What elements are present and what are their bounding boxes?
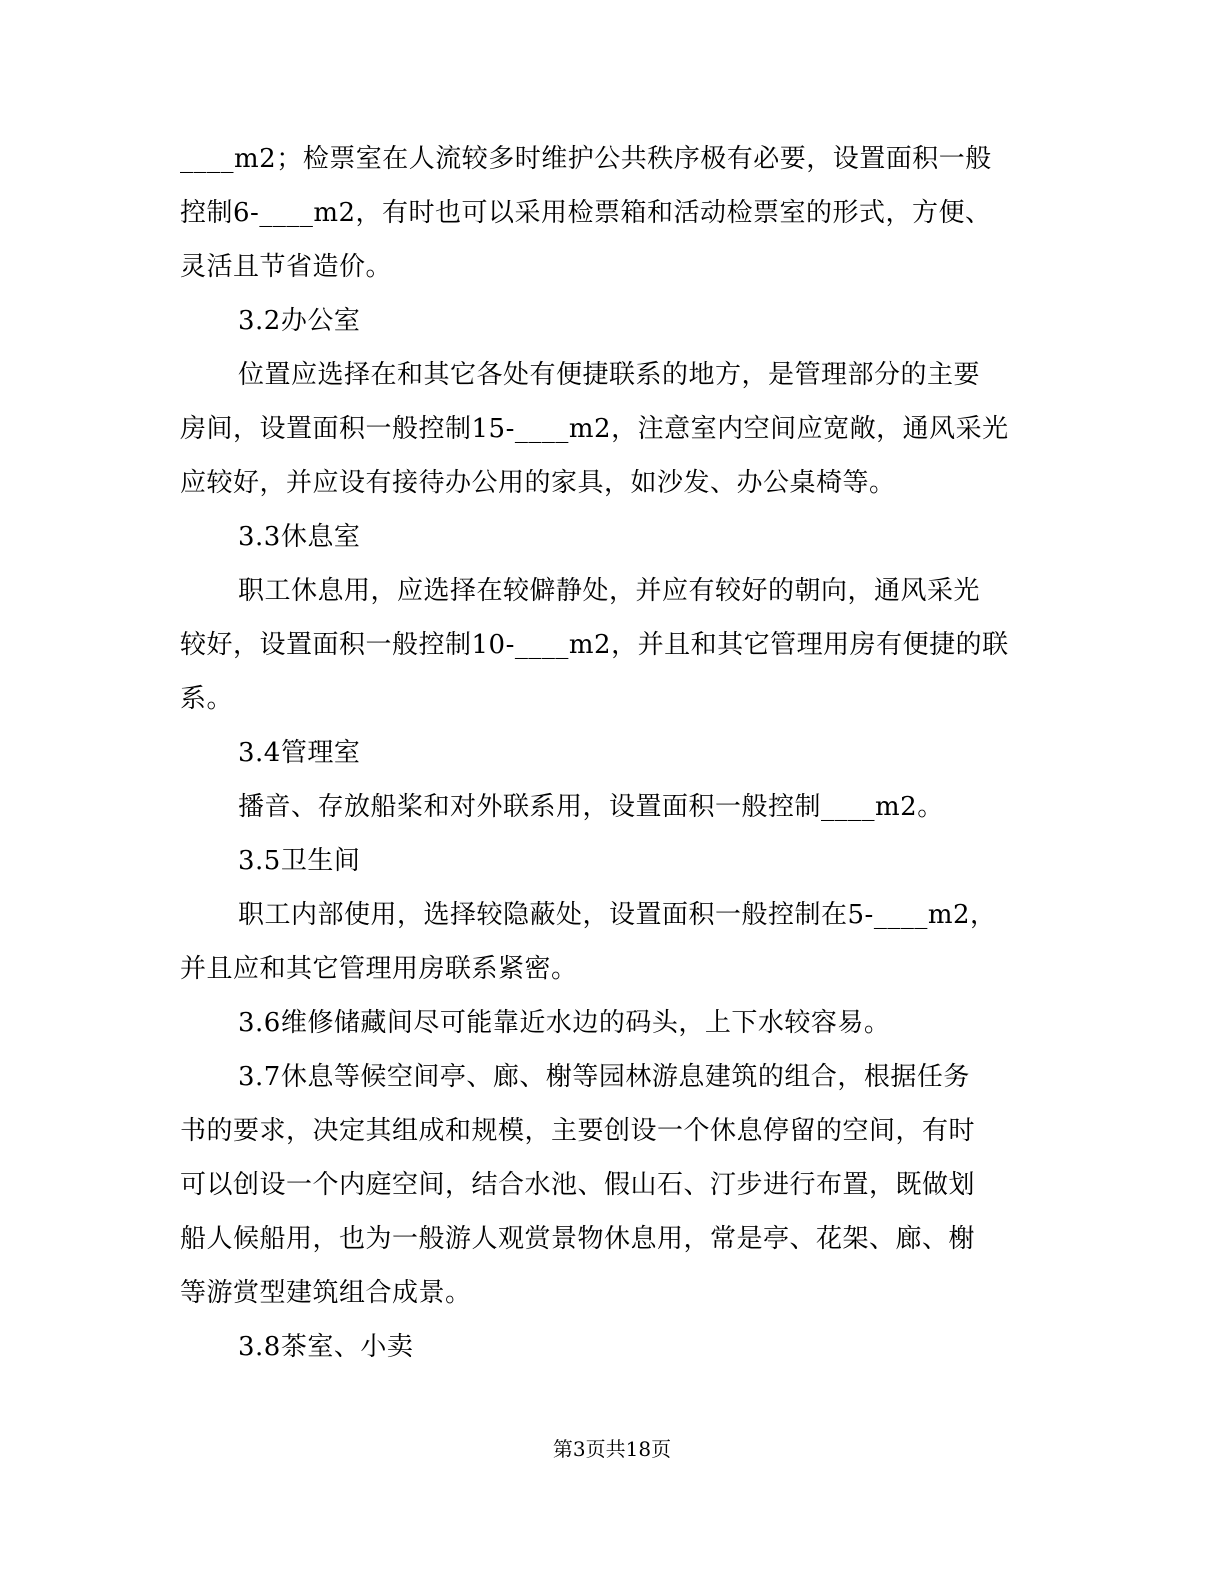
text-line: 等游赏型建筑组合成景。 [180,1278,472,1308]
text-line: 灵活且节省造价。 [180,252,393,282]
text-line: ____m2；检票室在人流较多时维护公共秩序极有必要，设置面积一般 [180,144,992,174]
text-line: 位置应选择在和其它各处有便捷联系的地方，是管理部分的主要 [238,360,981,390]
section-heading: 3.5卫生间 [238,846,361,876]
section-heading: 3.2办公室 [238,306,361,336]
section-heading: 3.3休息室 [238,522,361,552]
section-heading: 3.8茶室、小卖 [238,1332,414,1362]
text-line: 并且应和其它管理用房联系紧密。 [180,954,578,984]
text-line: 船人候船用，也为一般游人观赏景物休息用，常是亭、花架、廊、榭 [180,1224,976,1254]
text-line: 播音、存放船桨和对外联系用，设置面积一般控制____m2。 [238,792,944,822]
text-line: 书的要求，决定其组成和规模，主要创设一个休息停留的空间，有时 [180,1116,976,1146]
text-line: 可以创设一个内庭空间，结合水池、假山石、汀步进行布置，既做划 [180,1170,976,1200]
text-line: 职工内部使用，选择较隐蔽处，设置面积一般控制在5-____m2， [238,900,997,930]
text-line: 职工休息用，应选择在较僻静处，并应有较好的朝向，通风采光 [238,576,981,606]
text-line: 3.7休息等候空间亭、廊、榭等园林游息建筑的组合，根据任务 [238,1062,970,1092]
page-footer: 第3页共18页 [552,1437,672,1461]
text-line: 房间，设置面积一般控制15-____m2，注意室内空间应宽敞，通风采光 [180,414,1009,444]
text-line: 系。 [180,684,234,714]
text-line: 3.6维修储藏间尽可能靠近水边的码头，上下水较容易。 [238,1008,891,1038]
text-line: 应较好，并应设有接待办公用的家具，如沙发、办公桌椅等。 [180,468,896,498]
text-line: 控制6-____m2，有时也可以采用检票箱和活动检票室的形式，方便、 [180,198,992,228]
section-heading: 3.4管理室 [238,738,361,768]
text-line: 较好，设置面积一般控制10-____m2，并且和其它管理用房有便捷的联 [180,630,1009,660]
